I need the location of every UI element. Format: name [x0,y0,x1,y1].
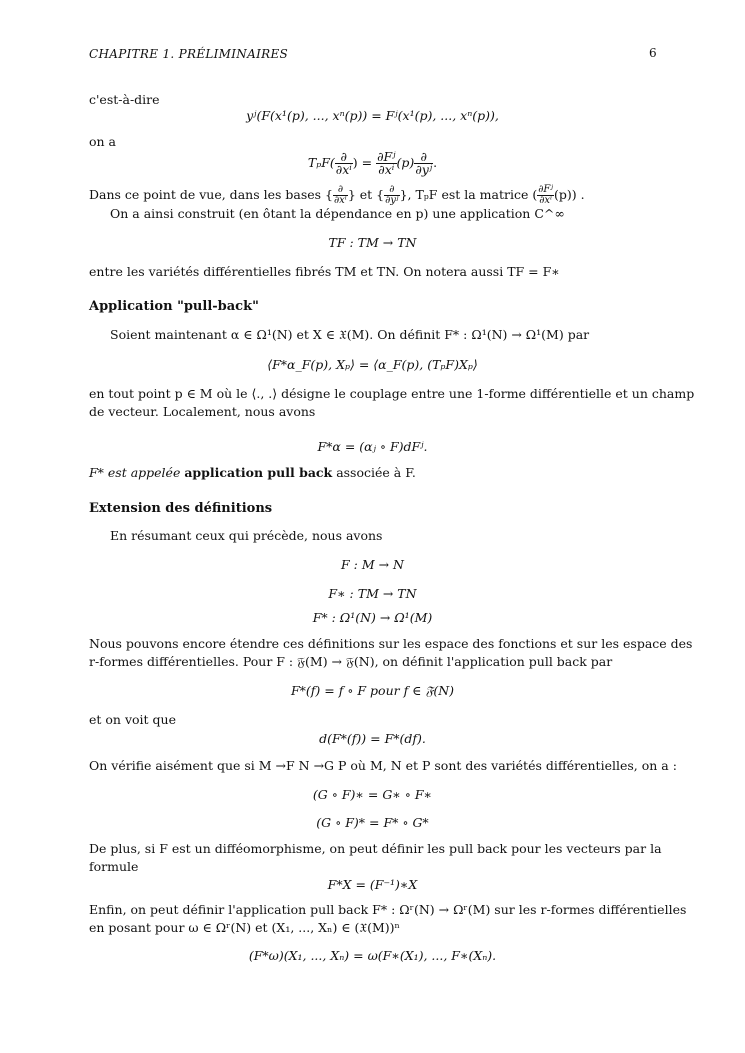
fraction [333,185,348,206]
equation: F*(f) = f ∘ F pour f ∈ 𝔉(N) [290,683,455,698]
equation: ⟨F*α_F(p), Xₚ⟩ = ⟨α_F(p), (TₚF)Xₚ⟩ [267,357,478,372]
text-line: De plus, si F est un difféomorphisme, on peut définir les pull back pour les vecteurs par la [89,841,662,856]
text-line: Nous pouvons encore étendre ces définitions sur les espace des fonctions et sur les espace des [89,636,693,651]
text-line [89,465,656,481]
fraction-denominator: ∂xⁱ [378,162,395,177]
fraction-denominator: ∂xⁱ [539,195,553,206]
equation: (F*ω)(X₁, ..., Xₙ) = ω(F∗(X₁), ..., F∗(Xₙ). [248,948,497,963]
fraction-denominator: ∂xⁱ [333,195,347,206]
equation: (G ∘ F)∗ = G∗ ∘ F∗ [312,787,433,802]
text-part: Dans ce point de vue, dans les bases { [89,187,333,202]
equation: d(F*(f)) = F*(df). [319,731,426,746]
fraction-denominator: ∂yʲ [385,195,399,206]
text-line: Enfin, on peut définir l'application pull back F* : Ωʳ(N) → Ωʳ(M) sur les r-formes différentielles [89,902,687,917]
text-line: On a ainsi construit (en ôtant la dépendance en p) une application C^∞ [110,206,565,221]
text-line: On vérifie aisément que si M →F N →G P où M, N et P sont des variétés différentielles, on a : [89,758,677,773]
fraction-numerator: ∂ [384,185,399,196]
equation: (G ∘ F)* = F* ∘ G* [316,815,429,830]
text-line: Soient maintenant α ∈ Ω¹(N) et X ∈ 𝔛(M). On définit F* : Ω¹(N) → Ω¹(M) par [110,327,590,342]
text-line: entre les variétés différentielles fibrés TM et TN. On notera aussi TF = F∗ [89,264,560,279]
text-line: formule [89,859,139,874]
page-number: 6 [649,46,657,60]
fraction-numerator: ∂ [335,151,353,164]
fraction [414,151,433,176]
fraction-numerator: ∂ [333,185,348,196]
fraction [537,185,554,206]
fraction-numerator: ∂Fʲ [377,149,396,164]
text-line: et on voit que [89,712,176,727]
fraction [384,185,399,206]
text-line: En résumant ceux qui précède, nous avons [110,528,383,543]
equation: yʲ(F(x¹(p), ..., xⁿ(p)) = Fʲ(x¹(p), ..., xⁿ(p)), [246,108,499,123]
fraction-numerator: ∂Fʲ [538,184,553,195]
text-line: c'est-à-dire [89,92,160,107]
fraction-numerator: ∂ [414,151,433,164]
chapter-header: CHAPITRE 1. PRÉLIMINAIRES [89,47,289,61]
text-part: }, TₚF est la matrice ( [399,187,538,202]
equation: F*X = (F⁻¹)∗X [327,877,418,892]
section-heading: Application "pull-back" [89,299,259,314]
fraction [335,151,353,176]
text-line: on a [89,134,117,149]
section-heading: Extension des définitions [89,501,273,516]
text-line: en tout point p ∈ M où le ⟨., .⟩ désigne le couplage entre une 1-forme différentielle et un champ [89,386,695,401]
equation [89,149,656,177]
text-line: en posant pour ω ∈ Ωʳ(N) et (X₁, ..., Xₙ) ∈ (𝔛(M))ⁿ [89,920,400,935]
text-part: (p)) . [554,187,585,202]
equation: F*α = (αⱼ ∘ F)dFʲ. [317,439,428,454]
defined-term: application pull back [184,465,333,480]
eq-part: TₚF( [307,155,335,170]
fraction-denominator: ∂yʲ [415,162,433,177]
eq-part: ) = [352,155,373,170]
text-line: r-formes différentielles. Pour F : 𝔉(M) → 𝔉(N), on définit l'application pull back par [89,654,613,669]
eq-part: . [433,155,438,170]
equation: F∗ : TM → TN [328,586,417,601]
eq-part: (p) [396,155,415,170]
text-line: de vecteur. Localement, nous avons [89,404,316,419]
text-line [89,184,656,206]
equation: F* : Ω¹(N) → Ω¹(M) [312,610,433,625]
fraction [376,151,396,176]
text-part: } et { [347,187,385,202]
equation: TF : TM → TN [328,235,417,250]
text-part: associée à F. [332,465,416,480]
fraction-denominator: ∂xⁱ [335,162,352,177]
text-part: F* est appelée [89,465,185,480]
equation: F : M → N [341,557,404,572]
